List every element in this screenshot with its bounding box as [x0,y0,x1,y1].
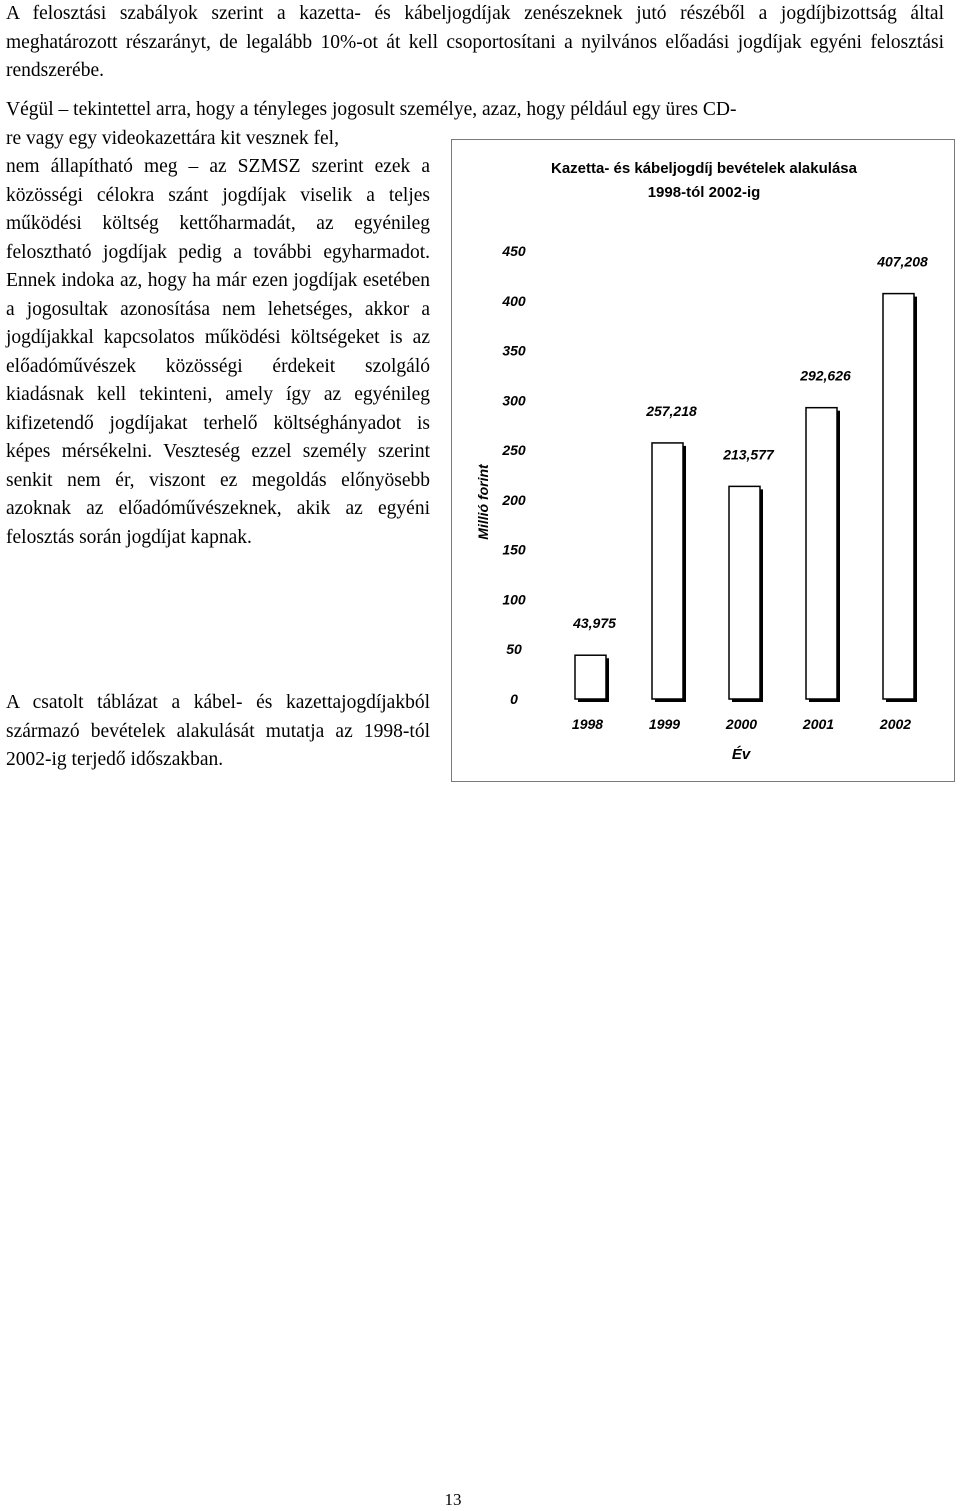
chart-title: Kazetta- és kábeljogdíj bevételek alakulása [551,160,857,177]
bar-2001 [806,408,837,699]
paragraph-cost-body: nem állapítható meg – az SZMSZ szerint ezek a közösségi célokra szánt jogdíjak viselik a teljes működési költség kettőharmadát, az egyénileg felosztható jogdíjak pedig a további egyharmadot. Ennek indoka az, hogy ha már ezen jogdíjak esetében a jogosultak azonosítása nem lehetséges, akkor a jogdíjakkal kapcsolatos működési költségeket is az előadóművészek közösségi érdekeit szolgáló kiadásnak kell tekinteni, amely így az egyénileg kifizetendő jogdíjakat terhelő költséghányadot is képes mérsékelni. Veszteség ezzel személy szerint senkit nem ér, viszont ez megoldás előnyösebb azoknak az előadóművészeknek, akik az egyéni felosztás során jogdíjat kapnak. [6,156,430,548]
y-tick-label: 0 [510,691,518,707]
y-tick-label: 450 [502,243,526,259]
revenue-chart-svg [452,140,956,783]
data-label: 292,626 [800,367,851,384]
paragraph-cost-second-line: re vagy egy videokazettára kit vesznek fel, [6,127,339,149]
data-label: 213,577 [723,446,774,463]
paragraph-cost-first-line: Végül – tekintettel arra, hogy a tényleges jogosult személye, azaz, hogy például egy üres CD- [6,99,737,120]
y-tick-label: 400 [502,292,526,309]
data-label: 43,975 [573,615,616,632]
y-tick-label: 250 [502,442,526,459]
bar-2000 [729,486,760,699]
data-label: 407,208 [877,253,928,270]
y-axis-label: Millió forint [475,464,491,540]
paragraph-table-reference: A csatolt táblázat a kábel- és kazettajogdíjakból származó bevételek alakulását mutatja az 1998-tól 2002-ig terjedő időszakban. [6,692,430,770]
bar-1998 [575,655,606,699]
chart-subtitle: 1998-tól 2002-ig [647,184,761,201]
paragraph-intro: A felosztási szabályok szerint a kazetta- és kábeljogdíjak zenészeknek jutó részéből a jogdíjbizottság által meghatározott részarányt, de legalább 10%-ot át kell csoportosítani a nyilvános előadási jogdíjak egyéni felosztási rendszerébe. [6,3,944,81]
y-tick-label: 350 [502,342,526,359]
x-tick-label: 1999 [648,716,681,732]
y-tick-label: 100 [502,591,526,608]
data-label: 257,218 [646,402,697,419]
x-tick-label: 2000 [725,716,758,732]
bar-1999 [652,443,683,699]
x-tick-label: 1998 [571,716,604,732]
y-tick-label: 50 [506,641,522,658]
page-number: 13 [444,1490,462,1509]
y-tick-label: 200 [502,491,526,508]
x-axis-label: Év [731,746,751,763]
bar-2002 [883,294,914,699]
x-tick-label: 2001 [802,716,835,732]
y-tick-label: 150 [502,541,526,558]
revenue-chart [451,139,955,782]
y-tick-label: 300 [502,392,526,409]
x-tick-label: 2002 [879,716,912,732]
